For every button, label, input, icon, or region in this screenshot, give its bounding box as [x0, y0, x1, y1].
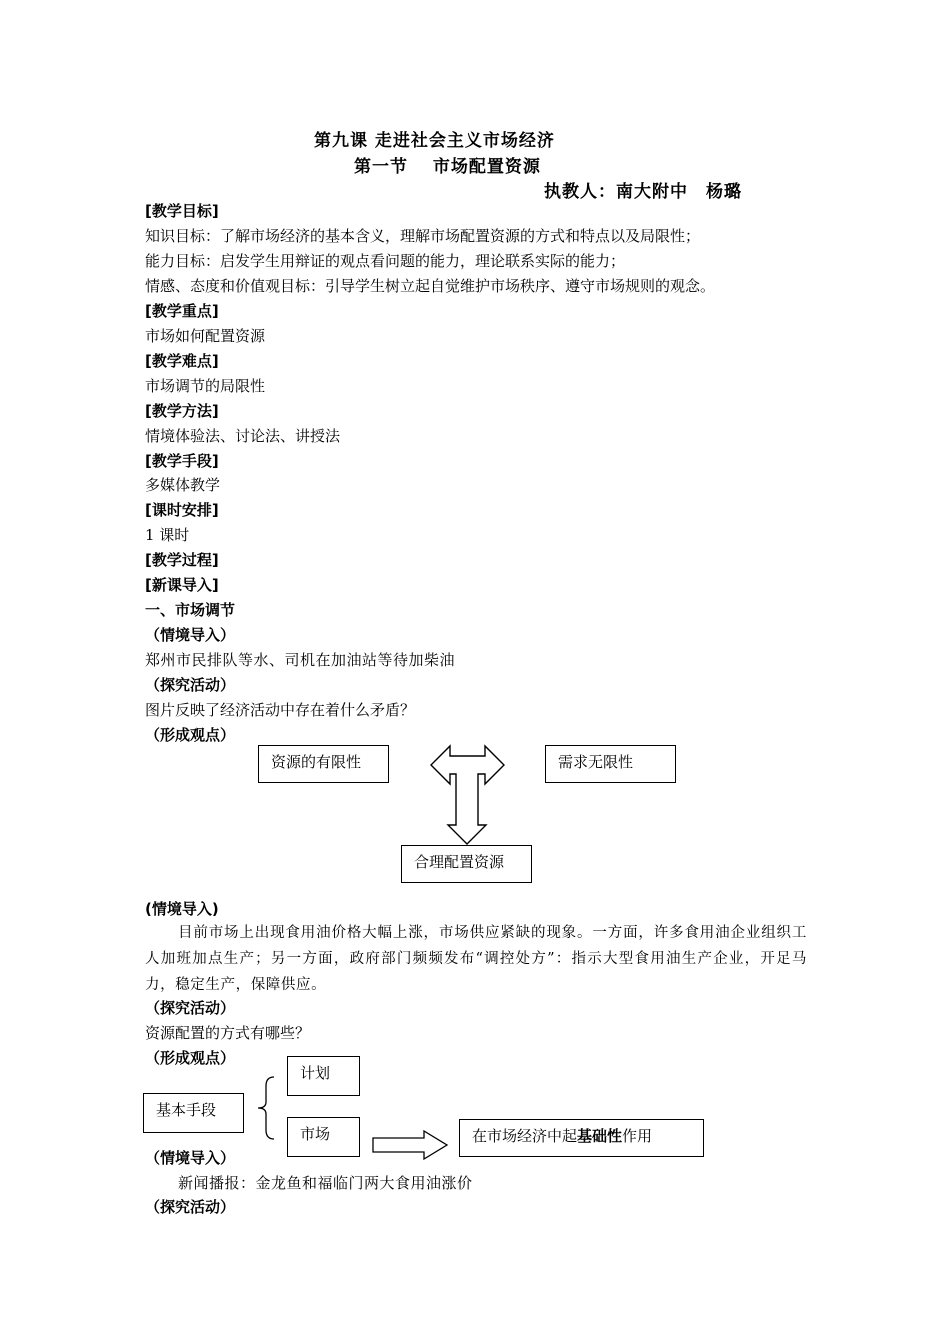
difficulty-text: 市场调节的局限性: [145, 377, 266, 395]
teacher-line: 执教人：南大附中 杨璐: [544, 182, 742, 202]
view2-label: （形成观点）: [145, 1049, 236, 1067]
explore1-text: 图片反映了经济活动中存在着什么矛盾？: [145, 701, 416, 719]
objectives-heading: [教学目标]: [145, 202, 219, 220]
basic-role-prefix: 在市场经济中起: [472, 1127, 578, 1145]
right-arrow-icon: [372, 1130, 448, 1160]
ability-objective: 能力目标：启发学生用辩证的观点看问题的能力，理论联系实际的能力；: [145, 252, 626, 270]
means-heading: [教学手段]: [145, 452, 219, 470]
scene1-text: 郑州市民排队等水、司机在加油站等待加柴油: [145, 651, 456, 669]
key-point-heading: [教学重点]: [145, 302, 219, 320]
means-text: 多媒体教学: [145, 476, 221, 494]
view1-label: （形成观点）: [145, 726, 236, 744]
method-heading: [教学方法]: [145, 402, 219, 420]
basic-role-bold: 基础性: [577, 1127, 623, 1145]
box-rational-allocation: 合理配置资源: [401, 845, 532, 883]
basic-role-suffix: 作用: [622, 1127, 653, 1145]
double-arrow-icon: [430, 745, 505, 845]
key-point-text: 市场如何配置资源: [145, 327, 266, 345]
intro-heading: [新课导入]: [145, 576, 219, 594]
box-unlimited-demand: 需求无限性: [545, 745, 676, 783]
scene1-label: （情境导入）: [145, 626, 236, 644]
box-limited-resources: 资源的有限性: [258, 745, 389, 783]
explore3-label: （探究活动）: [145, 1198, 236, 1216]
section-title: 第一节 市场配置资源: [354, 157, 541, 177]
scene3-label: （情境导入）: [145, 1149, 236, 1167]
lesson-title: 第九课 走进社会主义市场经济: [314, 131, 555, 151]
method-text: 情境体验法、讨论法、讲授法: [145, 427, 341, 445]
process-heading: [教学过程]: [145, 551, 219, 569]
explore2-label: （探究活动）: [145, 999, 236, 1017]
scene2-label: (情境导入): [145, 900, 219, 918]
schedule-text: 1 课时: [145, 526, 190, 544]
box-basic-means: 基本手段: [143, 1093, 244, 1133]
explore1-label: （探究活动）: [145, 676, 236, 694]
emotion-objective: 情感、态度和价值观目标：引导学生树立起自觉维护市场秩序、遵守市场规则的观念。: [145, 277, 716, 295]
box-plan: 计划: [287, 1056, 360, 1096]
schedule-heading: [课时安排]: [145, 501, 219, 519]
brace-icon: [256, 1076, 276, 1140]
difficulty-heading: [教学难点]: [145, 352, 219, 370]
box-market: 市场: [287, 1117, 360, 1157]
scene2-paragraph: 目前市场上出现食用油价格大幅上涨，市场供应紧缺的现象。一方面，许多食用油企业组织工人加班加点生产；另一方面，政府部门频频发布“调控处方”：指示大型食用油生产企业，开足马力，稳定生产，保障供应。: [145, 925, 807, 993]
part1-heading: 一、市场调节: [145, 601, 236, 619]
box-basic-role: [459, 1119, 704, 1157]
scene3-text: 新闻播报：金龙鱼和福临门两大食用油涨价: [178, 1174, 473, 1192]
explore2-text: 资源配置的方式有哪些？: [145, 1024, 311, 1042]
knowledge-objective: 知识目标：了解市场经济的基本含义，理解市场配置资源的方式和特点以及局限性；: [145, 227, 701, 245]
